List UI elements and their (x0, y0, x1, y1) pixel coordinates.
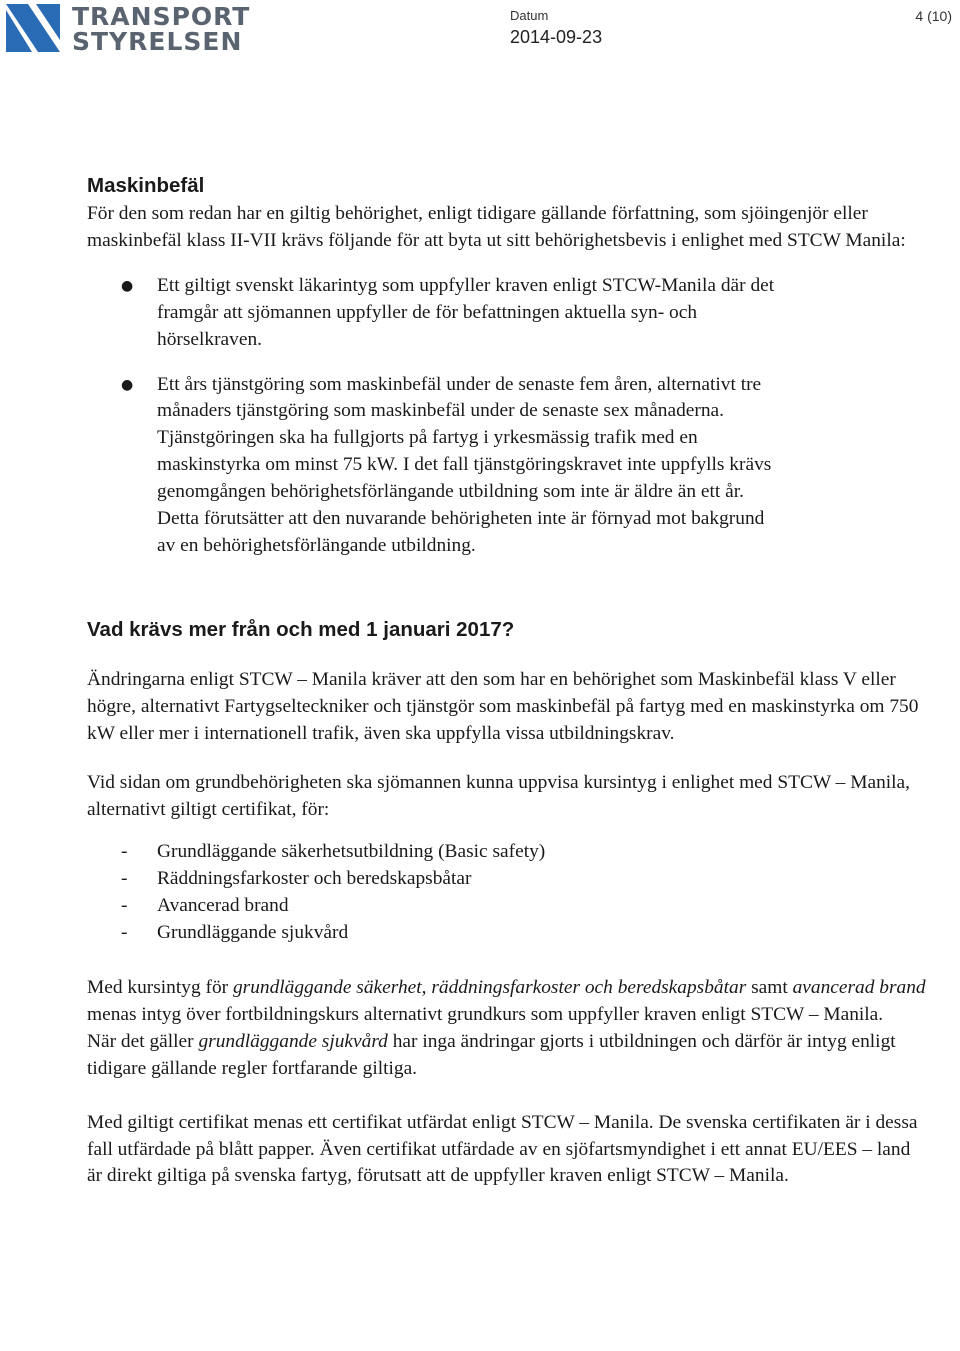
italic-text: avancerad brand (792, 977, 926, 999)
list-item-text: Grundläggande säkerhetsutbildning (Basic safety) (157, 841, 546, 863)
dash-marker: - (121, 922, 128, 944)
list-item (87, 893, 927, 920)
text-run: har inga ändringar gjorts i utbildningen och därför är intyg enligt tidigare gällande regler fortfarande giltiga. (87, 1030, 896, 1079)
text-run: samt (746, 977, 793, 999)
list-item (87, 839, 927, 866)
list-item (87, 920, 927, 947)
list-item-text: Ett års tjänstgöring som maskinbefäl under de senaste fem åren, alternativt tre månaders tjänstgöring som maskinbefäl under de senaste sex månaderna. Tjänstgöringen ska ha fullgjorts på fartyg i yrkesmässig trafik med en maskinstyrka om minst 75 kW. I det fall tjänstgöringskravet inte uppfylls krävs genomgången behörighetsförlängande utbildning som inte är äldre än ett år. Detta förutsätter att den nuvarande behörigheten inte är förnyad mot bakgrund av en behörighetsförlängande utbildning. (157, 373, 772, 556)
italic-text: grundläggande säkerhet (232, 977, 422, 999)
list-item-text: Avancerad brand (157, 895, 289, 917)
paragraph (87, 975, 927, 1029)
bullet-icon: ● (121, 376, 134, 393)
section-heading-maskinbefal: Maskinbefäl (87, 174, 205, 197)
date-label: Datum (510, 8, 549, 23)
dash-marker: - (121, 841, 128, 863)
logo-wordmark (72, 4, 250, 54)
text-run: , (421, 977, 432, 999)
logo-line-2: STYRELSEN (72, 27, 243, 56)
transportstyrelsen-logo (6, 2, 251, 56)
date-value: 2014-09-23 (510, 27, 603, 47)
requirement-list (87, 273, 927, 560)
list-item-text: Grundläggande sjukvård (157, 922, 349, 944)
logo-mark-icon (6, 4, 62, 54)
dash-marker: - (121, 868, 128, 890)
paragraph: Ändringarna enligt STCW – Manila kräver att den som har en behörighet som Maskinbefäl klass V eller högre, alternativt Fartygselteckniker och tjänstgör som maskinbefäl på fartyg med en maskinstyrka om 750 kW eller mer i internationell trafik, även ska uppfylla vissa utbildningskrav. (87, 668, 919, 744)
intro-paragraph: För den som redan har en giltig behörighet, enligt tidigare gällande författning, som sjöingenjör eller maskinbefäl klass II-VII krävs följande för att byta ut sitt behörighetsbevis i enlighet med STCW Manila: (87, 203, 906, 251)
text-run: När det gäller (87, 1030, 199, 1052)
paragraph: Med giltigt certifikat menas ett certifikat utfärdat enligt STCW – Manila. De svenska certifikaten är i dessa fall utfärdade på blått papper. Även certifikat utfärdade av en sjöfartsmyndighet i ett annat EU/EES – land är direkt giltiga på svenska fartyg, förutsatt att de uppfyller kraven enligt STCW – Manila. (87, 1111, 918, 1187)
document-body (87, 172, 927, 1190)
section-heading-2017: Vad krävs mer från och med 1 januari 2017? (87, 617, 515, 641)
date-block (510, 8, 602, 50)
italic-text: räddningsfarkoster och beredskapsbåtar (431, 977, 747, 999)
paragraph (87, 1029, 927, 1083)
dash-marker: - (121, 895, 128, 917)
course-list (87, 839, 927, 947)
text-run: menas intyg över fortbildningskurs alternativt grundkurs som uppfyller kraven enligt STCW – Manila. (87, 1003, 884, 1025)
bullet-icon: ● (121, 277, 134, 294)
italic-text: grundläggande sjukvård (198, 1030, 388, 1052)
list-item-text: Ett giltigt svenskt läkarintyg som uppfyller kraven enligt STCW-Manila där det framgår att sjömannen uppfyller de för befattningen aktuella syn- och hörselkraven. (157, 274, 775, 350)
list-item (87, 372, 787, 560)
list-item (87, 273, 787, 354)
logo-line-1: TRANSPORT (72, 2, 251, 31)
text-run: Med kursintyg för (87, 977, 233, 999)
paragraph: Vid sidan om grundbehörigheten ska sjömannen kunna uppvisa kursintyg i enlighet med STCW – Manila, alternativt giltigt certifikat, för: (87, 771, 910, 820)
list-item-text: Räddningsfarkoster och beredskapsbåtar (157, 868, 472, 890)
page-number: 4 (10) (915, 8, 952, 24)
list-item (87, 866, 927, 893)
